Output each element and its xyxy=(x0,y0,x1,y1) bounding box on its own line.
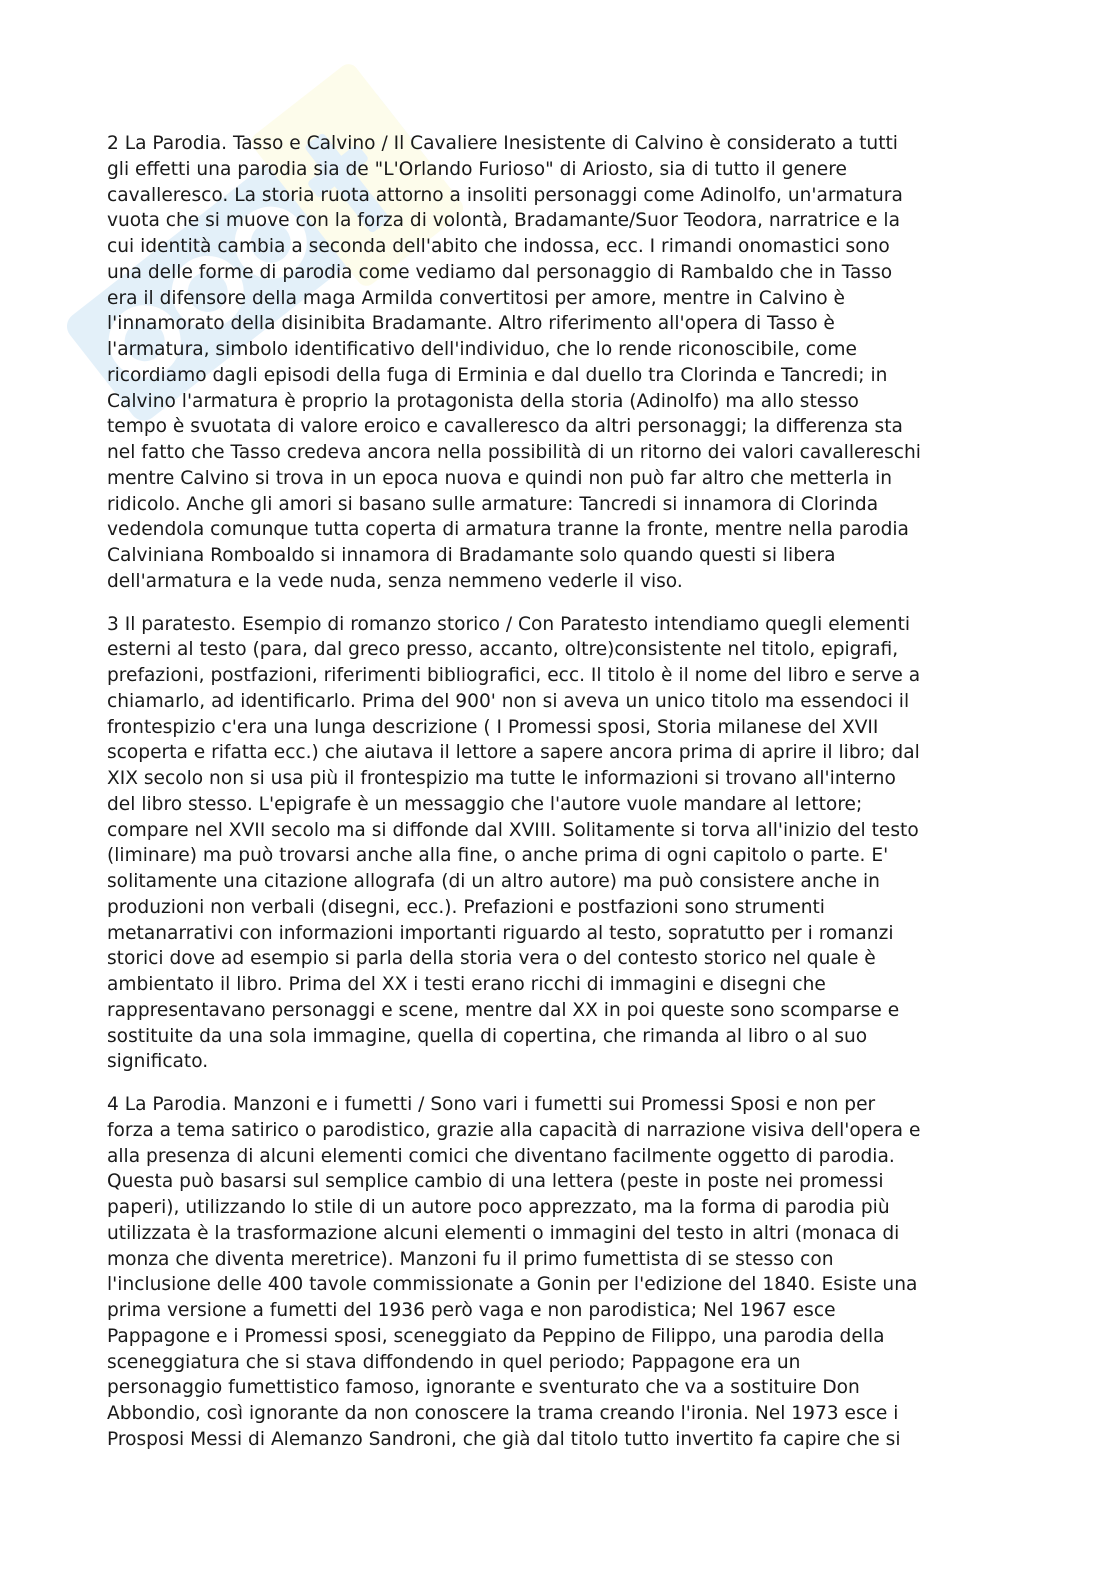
paragraph-4-la-parodia-manzoni-fumetti: 4 La Parodia. Manzoni e i fumetti / Sono vari i fumetti sui Promessi Sposi e non per forza a tema satirico o parodistico, grazie alla capacità di narrazione visiva dell'opera e alla presenza di alcuni elementi comici che diventano facilmente oggetto di parodia. Questa può basarsi sul semplice cambio di una lettera (peste in poste nei promessi paperi), utilizzando lo stile di un autore poco apprezzato, ma la forma di parodia più utilizzata è la trasformazione alcuni elementi o immagini del testo in altri (monaca di monza che diventa meretrice). Manzoni fu il primo fumettista di se stesso con l'inclusione delle 400 tavole commissionate a Gonin per l'edizione del 1840. Esiste una prima versione a fumetti del 1936 però vaga e non parodistica; Nel 1967 esce Pappagone e i Promessi sposi, sceneggiato da Peppino de Filippo, una parodia della sceneggiatura che si stava diffondendo in quel periodo; Pappagone era un personaggio fumettistico famoso, ignorante e sventurato che va a sostituire Don Abbondio, così ignorante da non conoscere la trama creando l'ironia. Nel 1973 esce i Prosposi Messi di Alemanzo Sandroni, che già dal titolo tutto invertito fa capire che si xyxy=(107,1094,921,1450)
paragraph-3-il-paratesto: 3 Il paratesto. Esempio di romanzo storico / Con Paratesto intendiamo quegli elementi esterni al testo (para, dal greco presso, accanto, oltre)consistente nel titolo, epigrafi, prefazioni, postfazioni, riferimenti bibliografici, ecc. Il titolo è il nome del libro e serve a chiamarlo, ad identificarlo. Prima del 900' non si aveva un unico titolo ma essendoci il frontespizio c'era una lunga descrizione ( I Promessi sposi, Storia milanese del XVII scoperta e rifatta ecc.) che aiutava il lettore a sapere ancora prima di aprire il libro; dal XIX secolo non si usa più il frontespizio ma tutte le informazioni si trovano all'interno del libro stesso. L'epigrafe è un messaggio che l'autore vuole mandare al lettore; compare nel XVII secolo ma si diffonde dal XVIII. Solitamente si torva all'inizio del testo (liminare) ma può trovarsi anche alla fine, o anche prima di ogni capitolo o parte. E' solitamente una citazione allografa (di un altro autore) ma può consistere anche in produzioni non verbali (disegni, ecc.). Prefazioni e postfazioni sono strumenti metanarrativi con informazioni importanti riguardo al testo, sopratutto per i romanzi storici dove ad esempio si parla della storia vera o del contesto storico nel quale è ambientato il libro. Prima del XX i testi erano ricchi di immagini e disegni che rappresentavano personaggi e scene, mentre dal XX in poi queste sono scomparse e sostituite da una sola immagine, quella di copertina, che rimanda al libro o al suo significato. xyxy=(107,613,921,1073)
paragraph-2-la-parodia-tasso-calvino: 2 La Parodia. Tasso e Calvino / Il Cavaliere Inesistente di Calvino è considerato a tutti gli effetti una parodia sia de "L'Orlando Furioso" di Ariosto, sia di tutto il genere cavalleresco. La storia ruota attorno a insoliti personaggi come Adinolfo, un'armatura vuota che si muove con la forza di volontà, Bradamante/Suor Teodora, narratrice e la cui identità cambia a seconda dell'abito che indossa, ecc. I rimandi onomastici sono una delle forme di parodia come vediamo dal personaggio di Rambaldo che in Tasso era il difensore della maga Armilda convertitosi per amore, mentre in Calvino è l'innamorato della disinibita Bradamante. Altro riferimento all'opera di Tasso è l'armatura, simbolo identificativo dell'individuo, che lo rende riconoscibile, come ricordiamo dagli episodi della fuga di Erminia e dal duello tra Clorinda e Tancredi; in Calvino l'armatura è proprio la protagonista della storia (Adinolfo) ma allo stesso tempo è svuotata di valore eroico e cavalleresco da altri personaggi; la differenza sta nel fatto che Tasso credeva ancora nella possibilità di un ritorno dei valori cavallereschi mentre Calvino si trova in un epoca nuova e quindi non può far altro che metterla in ridicolo. Anche gli amori si basano sulle armature: Tancredi si innamora di Clorinda vedendola comunque tutta coperta di armatura tranne la fronte, mentre nella parodia Calviniana Romboaldo si innamora di Bradamante solo quando questi si libera dell'armatura e la vede nuda, senza nemmeno vederle il viso. xyxy=(107,133,921,592)
document-body xyxy=(107,131,1007,1470)
